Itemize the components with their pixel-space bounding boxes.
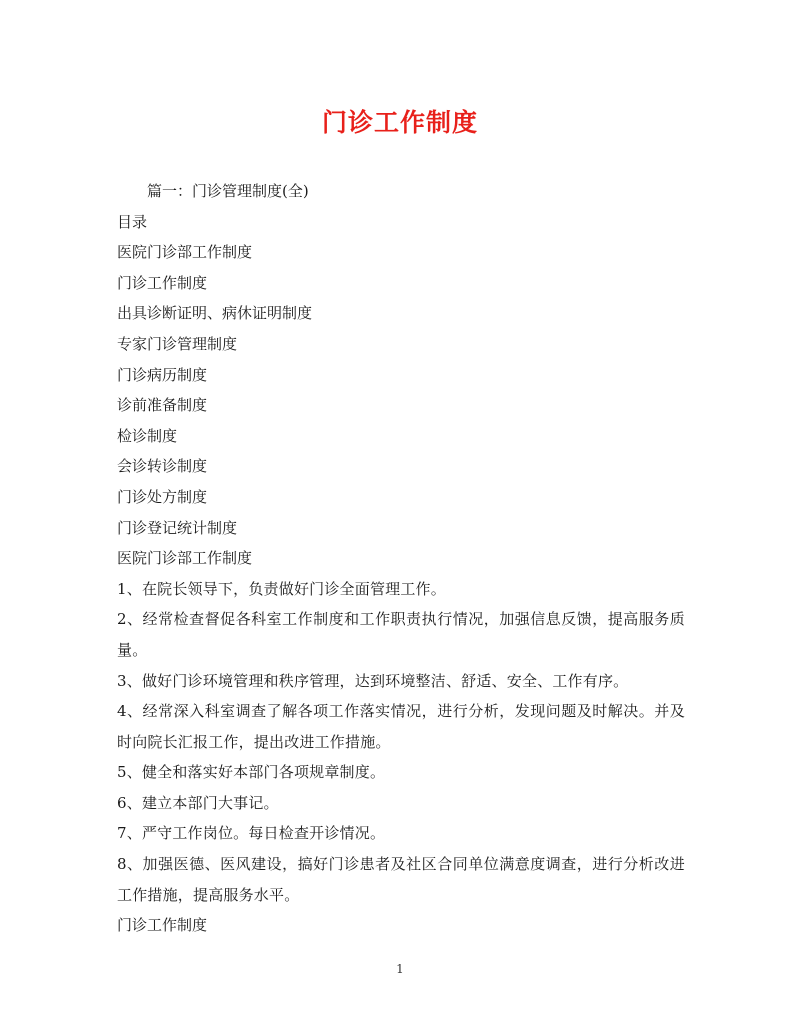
rule-item: 2、经常检查督促各科室工作制度和工作职责执行情况，加强信息反馈，提高服务质量。 (117, 610, 685, 659)
document-body (117, 176, 685, 941)
document-title: 门诊工作制度 (321, 108, 478, 137)
toc-item: 门诊处方制度 (117, 487, 208, 506)
toc-item: 医院门诊部工作制度 (117, 243, 253, 262)
toc-item: 检诊制度 (117, 426, 178, 445)
rule-item: 5、健全和落实好本部门各项规章制度。 (117, 763, 386, 782)
rule-item: 4、经常深入科室调查了解各项工作落实情况，进行分析，发现问题及时解决。并及时向院长汇报工作，提出改进工作措施。 (117, 702, 685, 751)
toc-item: 专家门诊管理制度 (117, 334, 238, 353)
rule-item: 3、做好门诊环境管理和秩序管理，达到环境整洁、舒适、安全、工作有序。 (117, 671, 629, 690)
section-heading: 篇一：门诊管理制度(全) (147, 182, 309, 200)
rule-item: 6、建立本部门大事记。 (117, 793, 279, 812)
toc-item: 门诊工作制度 (117, 273, 208, 292)
toc-item: 会诊转诊制度 (117, 457, 208, 476)
rule-item: 7、严守工作岗位。每日检查开诊情况。 (117, 824, 386, 843)
toc-heading: 目录 (117, 212, 148, 231)
toc-item: 门诊病历制度 (117, 365, 208, 384)
toc-item: 出具诊断证明、病休证明制度 (117, 304, 313, 323)
toc-item: 门诊登记统计制度 (117, 518, 238, 537)
rule-item: 8、加强医德、医风建设，搞好门诊患者及社区合同单位满意度调查，进行分析改进工作措施，提高服务水平。 (117, 855, 685, 904)
page-number: 1 (396, 962, 404, 976)
rule-item: 1、在院长领导下，负责做好门诊全面管理工作。 (117, 579, 446, 598)
subsection-heading: 医院门诊部工作制度 (117, 549, 253, 568)
subsection-heading: 门诊工作制度 (117, 916, 208, 935)
toc-item: 诊前准备制度 (117, 396, 208, 415)
